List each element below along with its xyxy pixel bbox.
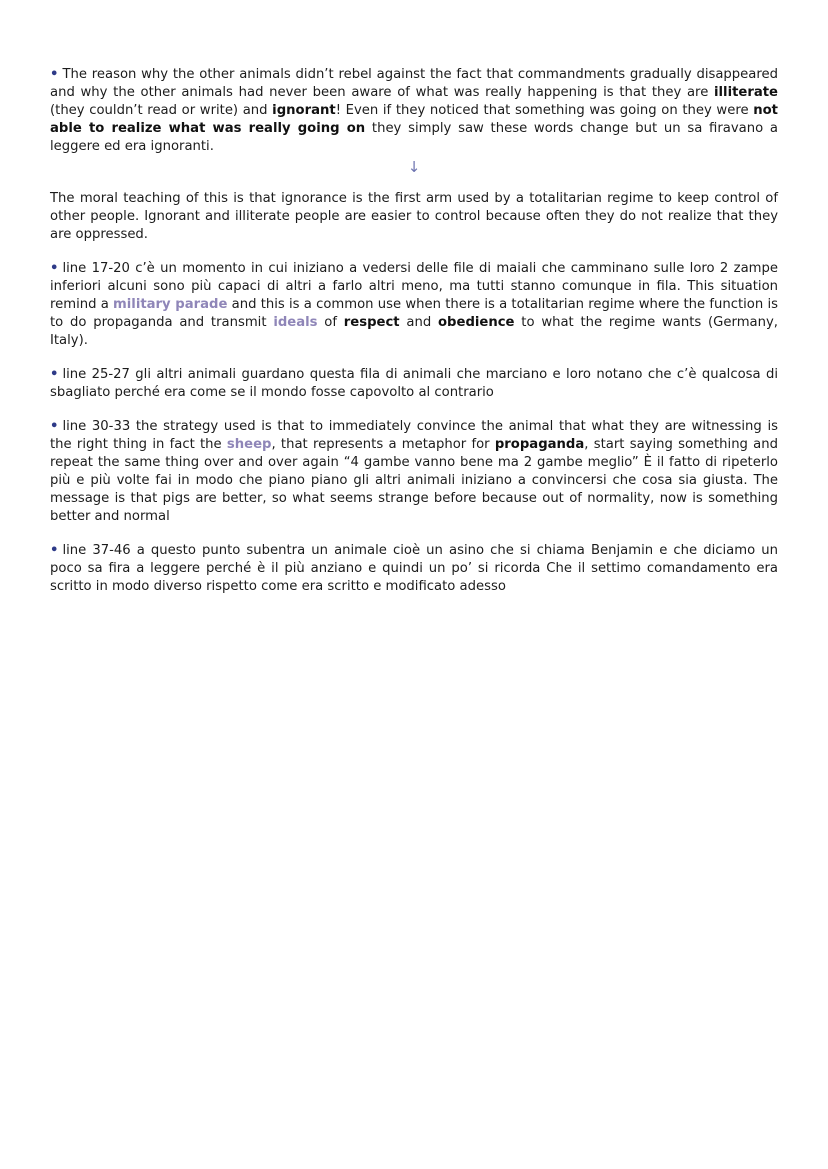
text-run: The reason why the other animals didn’t rebel against the fact that commandments gradually disappeared and why the other animals had never been aware of what was really happening is that they are bbox=[50, 67, 778, 100]
bold-term-ignorant: ignorant bbox=[272, 103, 336, 118]
paragraph-sheep-propaganda bbox=[50, 418, 778, 526]
text-run: line 25-27 gli altri animali guardano questa fila di animali che marciano e loro notano che c’è qualcosa di sbagliato perché era come se il mondo fosse capovolto al contrario bbox=[50, 367, 778, 400]
text-run: and this is a common use when there is a totalitarian regime where the function is to do propaganda and transmit bbox=[50, 297, 779, 330]
bold-term-illiterate: illiterate bbox=[714, 85, 778, 100]
bold-term-obedience: obedience bbox=[438, 315, 515, 330]
bold-term-respect: respect bbox=[343, 315, 400, 330]
paragraph-benjamin bbox=[50, 542, 778, 596]
bullet-icon: • bbox=[50, 543, 59, 558]
highlight-sheep: sheep bbox=[226, 437, 272, 452]
paragraph-illiteracy bbox=[50, 66, 778, 156]
text-run: line 30-33 the strategy used is that to immediately convince the animal that what they are witnessing is the right thing in fact the bbox=[50, 419, 778, 452]
bullet-icon: • bbox=[50, 261, 59, 276]
text-run: , that represents a metaphor for bbox=[271, 437, 495, 452]
bold-term-propaganda: propaganda bbox=[494, 437, 585, 452]
text-run: they simply saw these words change but un sa firavano a leggere ed era ignoranti. bbox=[50, 121, 778, 154]
text-run: line 37-46 a questo punto subentra un animale cioè un asino che si chiama Benjamin e che diciamo un poco sa fira a leggere perché è il più anziano e quindi un po’ si ricorda Che il settimo comandamento era scritto in modo diverso rispetto come era scritto e modificato adesso bbox=[50, 543, 778, 594]
highlight-military-parade: military parade bbox=[113, 297, 228, 312]
bullet-icon: • bbox=[50, 367, 59, 382]
paragraph-upside-down-world bbox=[50, 366, 778, 402]
document-page bbox=[50, 66, 778, 596]
paragraph-moral-teaching: The moral teaching of this is that ignorance is the first arm used by a totalitarian regime to keep control of other people. Ignorant and illiterate people are easier to control because often they do not realize that they are oppressed. bbox=[50, 191, 778, 242]
text-run: of bbox=[317, 315, 344, 330]
text-run: and bbox=[399, 315, 438, 330]
text-run: (they couldn’t read or write) and bbox=[50, 103, 273, 118]
text-run: to what the regime wants (Germany, Italy). bbox=[50, 315, 778, 348]
text-run: line 17-20 c’è un momento in cui iniziano a vedersi delle file di maiali che camminano sulle loro 2 zampe inferiori alcuni sono più capaci di altri a farlo altri meno, ma tutti stanno comunque in fila. This situation remind a bbox=[50, 261, 778, 312]
bullet-icon: • bbox=[50, 67, 59, 82]
bullet-icon: • bbox=[50, 419, 59, 434]
text-run: ! Even if they noticed that something was going on they were bbox=[335, 103, 754, 118]
highlight-ideals: ideals bbox=[273, 315, 318, 330]
down-arrow-icon: ↓ bbox=[407, 158, 421, 176]
paragraph-military-parade bbox=[50, 260, 778, 350]
text-run: , start saying something and repeat the same thing over and over again “4 gambe vanno bene ma 2 gambe meglio” È il fatto di ripeterlo più e più volte fai in modo che piano piano gli altri animali iniziano a convincersi che cosa sia giusta. The message is that pigs are better, so what seems strange before because out of normality, now is something better and normal bbox=[50, 437, 778, 524]
bold-phrase-not-able: not able to realize what was really going on bbox=[50, 103, 778, 136]
